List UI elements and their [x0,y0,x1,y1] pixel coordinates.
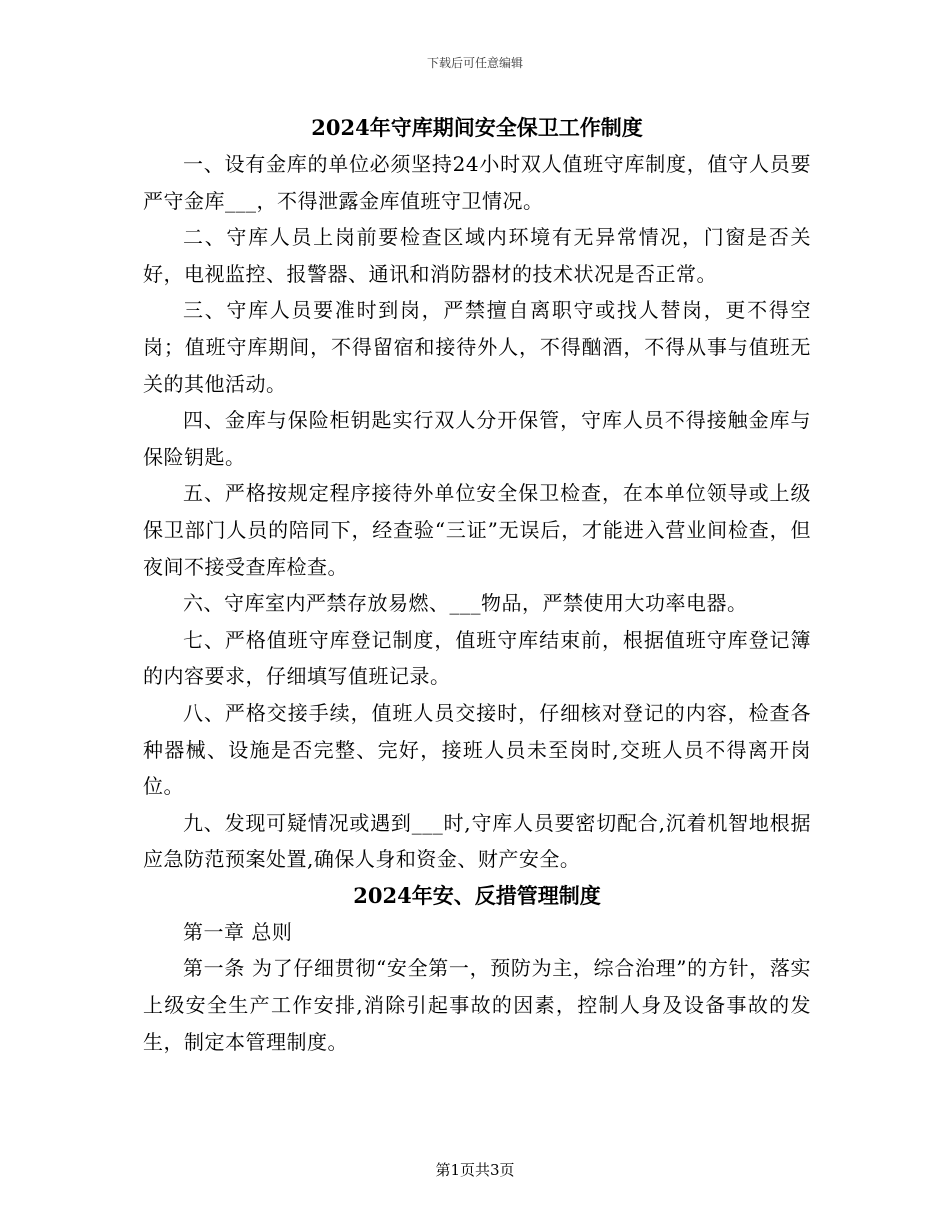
section-title-measures: 2024年安、反措管理制度 [353,882,601,908]
paragraph: 五、严格按规定程序接待外单位安全保卫检查，在本单位领导或上级保卫部门人员的陪同下，经查验“三证”无误后，才能进入营业间检查，但夜间不接受查库检查。 [143,481,811,579]
paragraph: 三、守库人员要准时到岗，严禁擅自离职守或找人替岗，更不得空岗；值班守库期间，不得留宿和接待外人，不得酗酒，不得从事与值班无关的其他活动。 [143,298,811,396]
paragraph: 八、严格交接手续，值班人员交接时，仔细核对登记的内容，检查各种器械、设施是否完整、完好，接班人员未至岗时,交班人员不得离开岗位。 [143,700,811,799]
paragraph: 七、严格值班守库登记制度，值班守库结束前，根据值班守库登记簿的内容要求，仔细填写值班记录。 [143,627,811,689]
paragraph: 九、发现可疑情况或遇到___时,守库人员要密切配合,沉着机智地根据应急防范预案处置,确保人身和资金、财产安全。 [143,810,811,872]
paragraph: 一、设有金库的单位必须坚持24小时双人值班守库制度，值守人员要严守金库___，不得泄露金库值班守卫情况。 [143,152,811,213]
page-number: 第1页共3页 [435,1161,515,1179]
page-header-note: 下载后可任意编辑 [426,56,523,70]
document-body [143,110,811,1060]
section-title-security: 2024年守库期间安全保卫工作制度 [311,115,643,140]
chapter-heading: 第一章 总则 [183,919,293,944]
paragraph: 六、守库室内严禁存放易燃、___物品，严禁使用大功率电器。 [183,591,748,616]
paragraph: 四、金库与保险柜钥匙实行双人分开保管，守库人员不得接触金库与保险钥匙。 [143,408,811,469]
paragraph: 二、守库人员上岗前要检查区域内环境有无异常情况，门窗是否关好，电视监控、报警器、通讯和消防器材的技术状况是否正常。 [143,225,811,286]
paragraph: 第一条 为了仔细贯彻“安全第一，预防为主，综合治理”的方针，落实上级安全生产工作安排,消除引起事故的因素，控制人身及设备事故的发生，制定本管理制度。 [143,956,811,1054]
